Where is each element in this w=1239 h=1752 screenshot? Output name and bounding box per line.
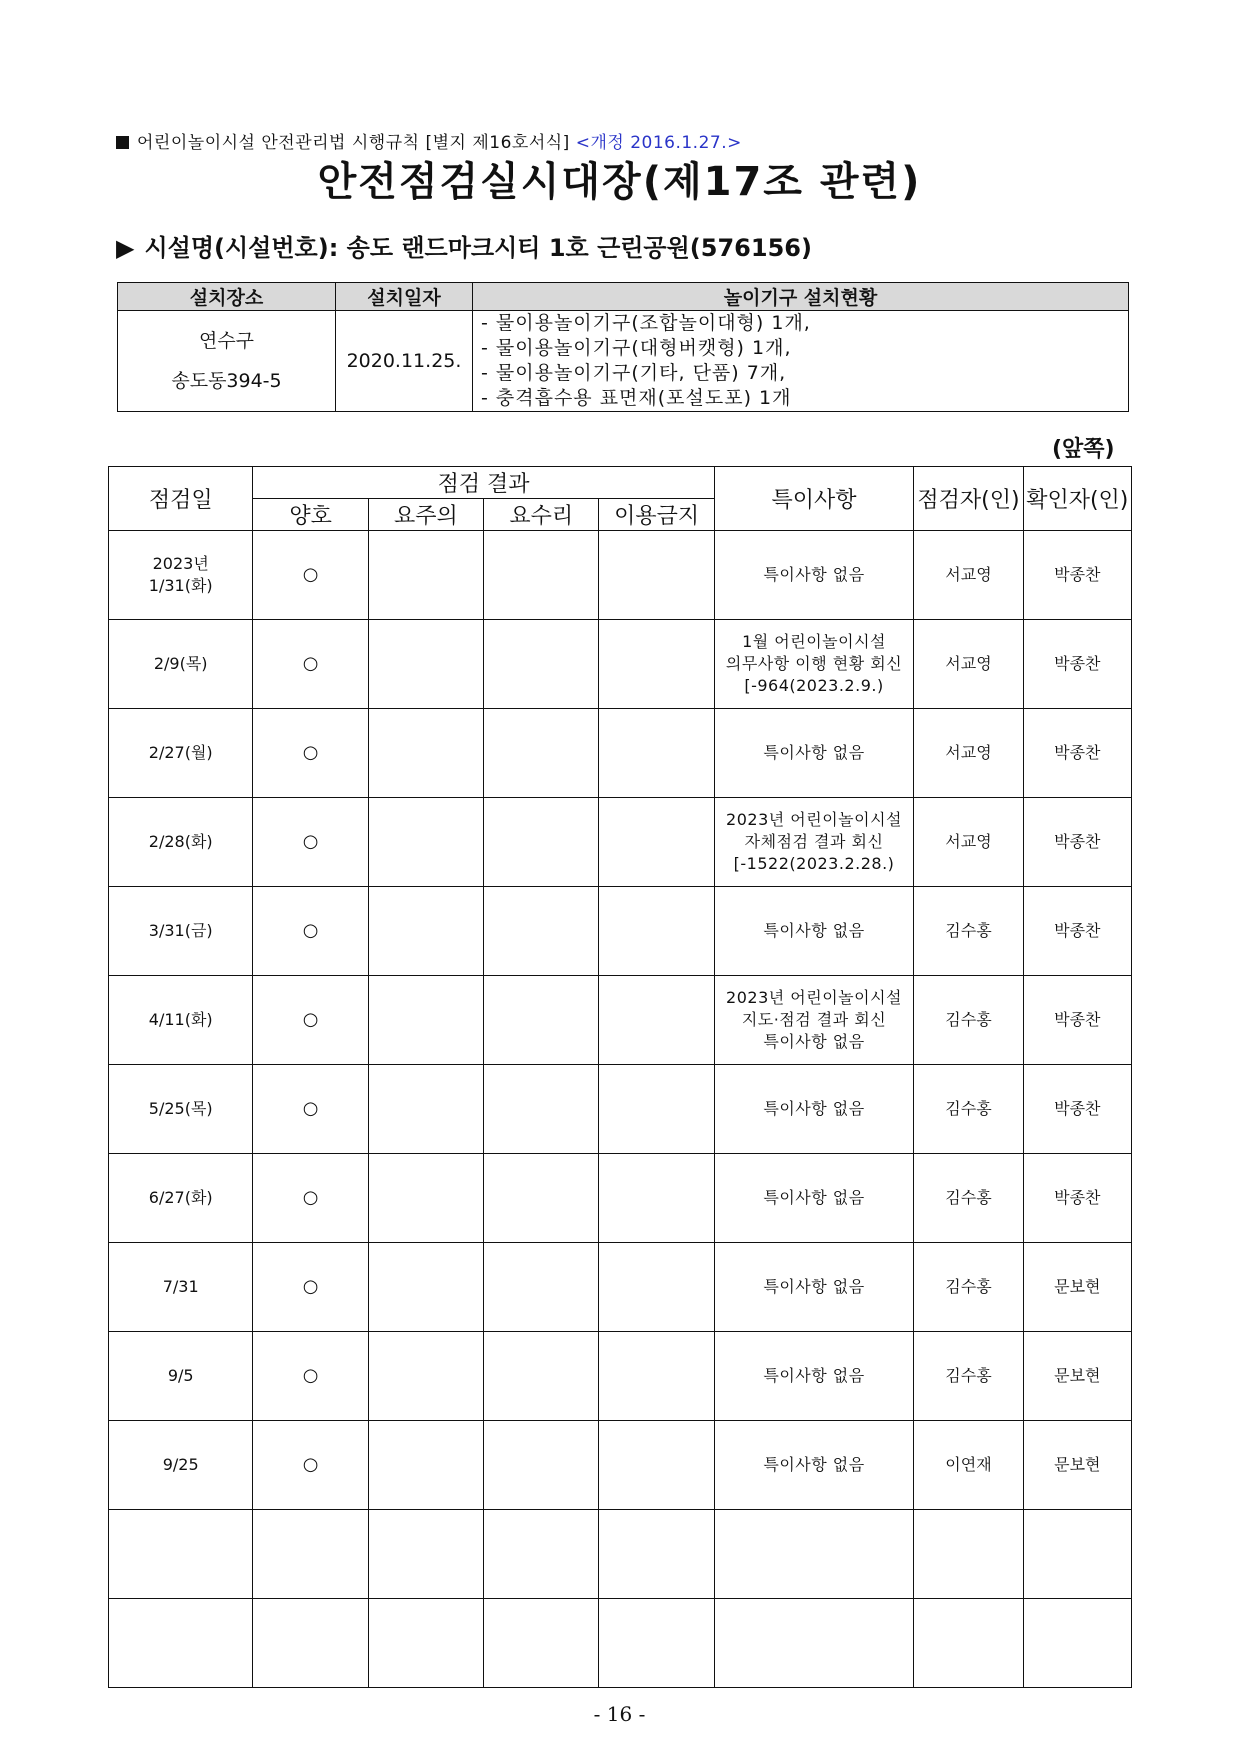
regulation-text: 어린이놀이시설 안전관리법 시행규칙 [별지 제16호서식] bbox=[137, 133, 570, 153]
result-good-cell: ○ bbox=[253, 887, 368, 976]
result-good-cell: ○ bbox=[253, 976, 368, 1065]
inspector-cell: 이연재 bbox=[914, 1421, 1023, 1510]
inspection-date-cell-line: 3/31(금) bbox=[148, 921, 213, 940]
result-caution-cell bbox=[368, 620, 483, 709]
confirmer-cell: 박종찬 bbox=[1023, 531, 1131, 620]
result-repair-cell bbox=[484, 1243, 599, 1332]
inspector-cell: 서교영 bbox=[914, 531, 1023, 620]
notes-cell bbox=[714, 1599, 914, 1688]
confirmer-cell: 박종찬 bbox=[1023, 1154, 1131, 1243]
notes-cell bbox=[714, 1332, 914, 1421]
result-caution-cell bbox=[368, 1421, 483, 1510]
notes-cell-line: [-964(2023.2.9.) bbox=[744, 676, 884, 695]
table-row bbox=[109, 709, 1132, 798]
table-row bbox=[109, 1510, 1132, 1599]
header-good: 양호 bbox=[253, 499, 368, 531]
result-banned-cell bbox=[599, 1510, 714, 1599]
result-repair-cell bbox=[484, 1599, 599, 1688]
notes-cell bbox=[714, 798, 914, 887]
inspection-date-cell bbox=[109, 1243, 253, 1332]
header-repair: 요수리 bbox=[484, 499, 599, 531]
result-banned-cell bbox=[599, 1243, 714, 1332]
inspection-date-cell-line: 1/31(화) bbox=[148, 576, 213, 595]
result-good-cell: ○ bbox=[253, 1332, 368, 1421]
inspection-date-cell bbox=[109, 798, 253, 887]
notes-cell-line: 특이사항 없음 bbox=[763, 1455, 865, 1474]
notes-cell bbox=[714, 887, 914, 976]
notes-cell-line: 1월 어린이놀이시설 bbox=[742, 632, 886, 651]
header-install-date: 설치일자 bbox=[336, 283, 473, 311]
notes-cell bbox=[714, 1510, 914, 1599]
inspection-date-cell bbox=[109, 1065, 253, 1154]
table-row bbox=[109, 1243, 1132, 1332]
confirmer-cell bbox=[1023, 1510, 1131, 1599]
result-repair-cell bbox=[484, 1510, 599, 1599]
table-row bbox=[109, 1599, 1132, 1688]
inspector-cell: 김수홍 bbox=[914, 1332, 1023, 1421]
confirmer-cell bbox=[1023, 1599, 1131, 1688]
table-row bbox=[109, 620, 1132, 709]
result-caution-cell bbox=[368, 887, 483, 976]
notes-cell-line: [-1522(2023.2.28.) bbox=[733, 854, 895, 873]
header-banned: 이용금지 bbox=[599, 499, 714, 531]
table-row bbox=[109, 1154, 1132, 1243]
header-notes: 특이사항 bbox=[714, 467, 914, 531]
result-banned-cell bbox=[599, 887, 714, 976]
result-caution-cell bbox=[368, 709, 483, 798]
result-caution-cell bbox=[368, 1332, 483, 1421]
result-banned-cell bbox=[599, 1154, 714, 1243]
table-row bbox=[109, 976, 1132, 1065]
header-equipment-status: 놀이기구 설치현황 bbox=[473, 283, 1129, 311]
confirmer-cell: 문보현 bbox=[1023, 1421, 1131, 1510]
result-caution-cell bbox=[368, 1065, 483, 1154]
result-banned-cell bbox=[599, 709, 714, 798]
notes-cell bbox=[714, 531, 914, 620]
inspector-cell bbox=[914, 1510, 1023, 1599]
result-caution-cell bbox=[368, 976, 483, 1065]
result-good-cell: ○ bbox=[253, 1421, 368, 1510]
inspector-cell: 서교영 bbox=[914, 798, 1023, 887]
result-repair-cell bbox=[484, 1421, 599, 1510]
table-row bbox=[109, 887, 1132, 976]
equipment-item: - 충격흡수용 표면재(포설도포) 1개 bbox=[481, 387, 792, 409]
equipment-list bbox=[473, 311, 1129, 412]
result-good-cell bbox=[253, 1599, 368, 1688]
result-good-cell bbox=[253, 1510, 368, 1599]
notes-cell-line: 특이사항 없음 bbox=[763, 1188, 865, 1207]
inspection-date-cell-line: 6/27(화) bbox=[148, 1188, 213, 1207]
facility-name bbox=[116, 228, 812, 263]
result-banned-cell bbox=[599, 1065, 714, 1154]
header-install-location: 설치장소 bbox=[118, 283, 336, 311]
result-repair-cell bbox=[484, 531, 599, 620]
header-inspection-date: 점검일 bbox=[109, 467, 253, 531]
inspection-date-cell-line: 4/11(화) bbox=[148, 1010, 213, 1029]
inspector-cell: 김수홍 bbox=[914, 1065, 1023, 1154]
inspection-log-table bbox=[108, 466, 1132, 1688]
inspection-date-cell-line: 5/25(목) bbox=[148, 1099, 213, 1118]
notes-cell bbox=[714, 1065, 914, 1154]
confirmer-cell: 박종찬 bbox=[1023, 1065, 1131, 1154]
page-title: 안전점검실시대장(제17조 관련) bbox=[317, 159, 922, 205]
notes-cell-line: 특이사항 없음 bbox=[763, 565, 865, 584]
result-caution-cell bbox=[368, 1510, 483, 1599]
inspector-cell: 김수홍 bbox=[914, 887, 1023, 976]
front-side-label: (앞쪽) bbox=[1052, 437, 1115, 462]
result-caution-cell bbox=[368, 1243, 483, 1332]
inspection-date-cell bbox=[109, 1154, 253, 1243]
inspection-date-cell-line: 7/31 bbox=[162, 1277, 199, 1296]
inspection-date-cell bbox=[109, 887, 253, 976]
result-good-cell: ○ bbox=[253, 1243, 368, 1332]
result-repair-cell bbox=[484, 1154, 599, 1243]
inspection-date-cell bbox=[109, 1421, 253, 1510]
inspection-date-cell bbox=[109, 976, 253, 1065]
confirmer-cell: 박종찬 bbox=[1023, 887, 1131, 976]
result-repair-cell bbox=[484, 620, 599, 709]
equipment-item: - 물이용놀이기구(대형버캣형) 1개, bbox=[481, 337, 792, 359]
inspector-cell: 김수홍 bbox=[914, 976, 1023, 1065]
notes-cell bbox=[714, 709, 914, 798]
inspection-date-cell bbox=[109, 620, 253, 709]
table-row bbox=[109, 1421, 1132, 1510]
inspection-log-body bbox=[109, 531, 1132, 1688]
notes-cell-line: 특이사항 없음 bbox=[763, 743, 865, 762]
confirmer-cell: 문보현 bbox=[1023, 1332, 1131, 1421]
result-caution-cell bbox=[368, 531, 483, 620]
notes-cell-line: 특이사항 없음 bbox=[763, 1366, 865, 1385]
result-banned-cell bbox=[599, 1421, 714, 1510]
notes-cell-line: 지도·점검 결과 회신 bbox=[741, 1010, 887, 1029]
result-caution-cell bbox=[368, 1154, 483, 1243]
table-row bbox=[109, 1065, 1132, 1154]
result-good-cell: ○ bbox=[253, 620, 368, 709]
notes-cell bbox=[714, 976, 914, 1065]
result-repair-cell bbox=[484, 976, 599, 1065]
inspector-cell: 서교영 bbox=[914, 709, 1023, 798]
notes-cell-line: 2023년 어린이놀이시설 bbox=[726, 810, 902, 829]
table-row bbox=[109, 531, 1132, 620]
install-date: 2020.11.25. bbox=[336, 311, 473, 412]
confirmer-cell: 박종찬 bbox=[1023, 709, 1131, 798]
facility-label: 시설명(시설번호): 송도 랜드마크시티 1호 근린공원(576156) bbox=[144, 234, 812, 262]
notes-cell-line: 의무사항 이행 현황 회신 bbox=[725, 654, 903, 673]
page-number: - 16 - bbox=[593, 1702, 646, 1726]
equipment-item: - 물이용놀이기구(기타, 단품) 7개, bbox=[481, 362, 787, 384]
result-repair-cell bbox=[484, 709, 599, 798]
notes-cell-line: 특이사항 없음 bbox=[763, 1032, 865, 1051]
revision-note: <개정 2016.1.27.> bbox=[575, 133, 742, 153]
location-address: 송도동394-5 bbox=[171, 370, 282, 392]
confirmer-cell: 문보현 bbox=[1023, 1243, 1131, 1332]
result-repair-cell bbox=[484, 798, 599, 887]
confirmer-cell: 박종찬 bbox=[1023, 798, 1131, 887]
result-banned-cell bbox=[599, 976, 714, 1065]
confirmer-cell: 박종찬 bbox=[1023, 620, 1131, 709]
inspection-date-cell bbox=[109, 1599, 253, 1688]
inspector-cell: 김수홍 bbox=[914, 1154, 1023, 1243]
equipment-item: - 물이용놀이기구(조합놀이대형) 1개, bbox=[481, 312, 811, 334]
inspection-date-cell-line: 2023년 bbox=[152, 554, 209, 573]
inspection-date-cell-line: 9/5 bbox=[167, 1366, 194, 1385]
result-banned-cell bbox=[599, 1599, 714, 1688]
result-repair-cell bbox=[484, 1332, 599, 1421]
install-location bbox=[118, 311, 336, 412]
result-banned-cell bbox=[599, 531, 714, 620]
result-banned-cell bbox=[599, 798, 714, 887]
result-repair-cell bbox=[484, 887, 599, 976]
inspector-cell: 김수홍 bbox=[914, 1243, 1023, 1332]
inspector-cell bbox=[914, 1599, 1023, 1688]
inspection-date-cell-line: 9/25 bbox=[162, 1455, 199, 1474]
result-good-cell: ○ bbox=[253, 1154, 368, 1243]
inspector-cell: 서교영 bbox=[914, 620, 1023, 709]
result-banned-cell bbox=[599, 620, 714, 709]
result-caution-cell bbox=[368, 1599, 483, 1688]
notes-cell-line: 2023년 어린이놀이시설 bbox=[726, 988, 902, 1007]
inspection-date-cell bbox=[109, 1510, 253, 1599]
header-caution: 요주의 bbox=[368, 499, 483, 531]
notes-cell bbox=[714, 1154, 914, 1243]
result-repair-cell bbox=[484, 1065, 599, 1154]
notes-cell-line: 특이사항 없음 bbox=[763, 921, 865, 940]
notes-cell bbox=[714, 1421, 914, 1510]
notes-cell bbox=[714, 620, 914, 709]
header-inspection-result: 점검 결과 bbox=[253, 467, 714, 499]
result-good-cell: ○ bbox=[253, 798, 368, 887]
inspection-date-cell-line: 2/9(목) bbox=[153, 654, 208, 673]
result-caution-cell bbox=[368, 798, 483, 887]
triangle-marker-icon: ▶ bbox=[116, 234, 135, 262]
result-good-cell: ○ bbox=[253, 531, 368, 620]
inspection-date-cell-line: 2/28(화) bbox=[148, 832, 213, 851]
notes-cell-line: 특이사항 없음 bbox=[763, 1099, 865, 1118]
inspection-date-cell-line: 2/27(월) bbox=[148, 743, 213, 762]
confirmer-cell: 박종찬 bbox=[1023, 976, 1131, 1065]
installation-info-table bbox=[117, 282, 1129, 412]
location-district: 연수구 bbox=[198, 330, 255, 352]
notes-cell-line: 특이사항 없음 bbox=[763, 1277, 865, 1296]
inspection-date-cell bbox=[109, 709, 253, 798]
square-bullet-icon bbox=[116, 136, 129, 149]
header-inspector: 점검자(인) bbox=[914, 467, 1023, 531]
inspection-date-cell bbox=[109, 1332, 253, 1421]
notes-cell-line: 자체점검 결과 회신 bbox=[744, 832, 884, 851]
notes-cell bbox=[714, 1243, 914, 1332]
result-good-cell: ○ bbox=[253, 709, 368, 798]
result-good-cell: ○ bbox=[253, 1065, 368, 1154]
header-confirmer: 확인자(인) bbox=[1023, 467, 1131, 531]
table-row bbox=[109, 1332, 1132, 1421]
inspection-date-cell bbox=[109, 531, 253, 620]
table-row bbox=[109, 798, 1132, 887]
result-banned-cell bbox=[599, 1332, 714, 1421]
